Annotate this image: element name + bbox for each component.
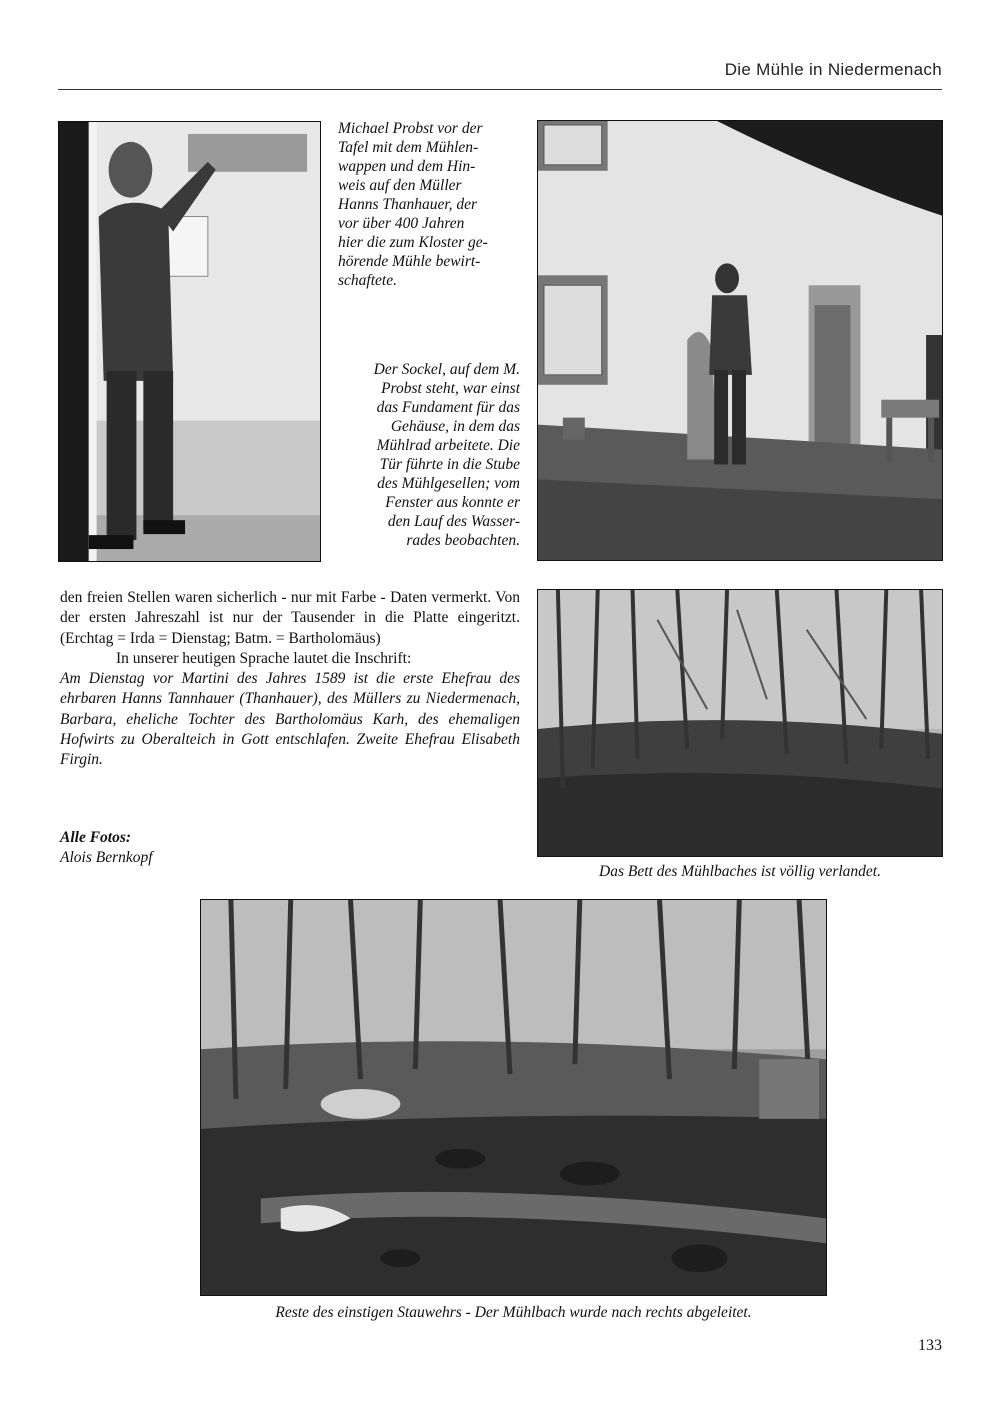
caption-line: Hanns Thanhauer, der xyxy=(338,196,478,213)
caption-mill-stream-bed: Das Bett des Mühlbaches ist völlig verlandet. xyxy=(599,863,881,880)
credits-label: Alle Fotos: xyxy=(60,829,132,846)
caption-line: Michael Probst vor der xyxy=(338,120,483,137)
caption-line: Gehäuse, in dem das xyxy=(390,418,520,435)
caption-probst-plaque xyxy=(338,119,528,290)
caption-line: hörende Mühle bewirt- xyxy=(338,253,481,270)
caption-line: weis auf den Müller xyxy=(338,177,462,194)
caption-weir-remains: Reste des einstigen Stauwehrs - Der Mühlbach wurde nach rechts abgeleitet. xyxy=(275,1304,752,1321)
body-text xyxy=(60,588,520,771)
caption-line: den Lauf des Wasser- xyxy=(387,513,520,530)
photo-weir-remains xyxy=(200,899,827,1296)
caption-line: schaftete. xyxy=(338,272,397,289)
caption-sockel xyxy=(330,360,520,550)
caption-line: vor über 400 Jahren xyxy=(338,215,465,232)
header-rule xyxy=(58,89,942,90)
photo-credits xyxy=(60,828,153,868)
caption-line: Fenster aus konnte er xyxy=(385,494,520,511)
caption-line: Mühlrad arbeitete. Die xyxy=(376,437,520,454)
photo-mill-stream-bed xyxy=(537,589,943,857)
body-paragraph-intro: In unserer heutigen Sprache lautet die Inschrift: xyxy=(116,649,412,667)
caption-line: Probst steht, war einst xyxy=(381,380,520,397)
caption-line: Tafel mit dem Mühlen- xyxy=(338,139,479,156)
credits-name: Alois Bernkopf xyxy=(60,849,153,866)
photo-probst-plaque xyxy=(58,121,321,562)
caption-line: Der Sockel, auf dem M. xyxy=(373,361,520,378)
running-header-title: Die Mühle in Niedermenach xyxy=(724,60,942,79)
caption-line: das Fundament für das xyxy=(376,399,520,416)
caption-line: des Mühlgesellen; vom xyxy=(377,475,520,492)
body-paragraph: den freien Stellen waren sicherlich - nur mit Farbe - Daten vermerkt. Von der ersten Jahreszahl ist nur der Tausender in die Platte eingeritzt. (Erchtag = Irda = Dienstag; Batm. = Bartholomäus) xyxy=(60,589,520,647)
caption-line: wappen und dem Hin- xyxy=(338,158,476,175)
photo-mill-house xyxy=(537,120,943,561)
inscription-text: Am Dienstag vor Martini des Jahres 1589 ist die erste Ehefrau des ehrbaren Hanns Tannhauer (Thanhauer), des Müllers zu Niedermenach, Barbara, eheliche Tochter des Bartholomäus Karh, des ehemaligen Hofwirts zu Oberalteich in Gott entschlafen. Zweite Ehefrau Elisabeth Firgin. xyxy=(60,670,520,769)
page-number: 133 xyxy=(918,1337,942,1354)
caption-line: hier die zum Kloster ge- xyxy=(338,234,488,251)
caption-line: Tür führte in die Stube xyxy=(379,456,520,473)
caption-line: rades beobachten. xyxy=(406,532,520,549)
